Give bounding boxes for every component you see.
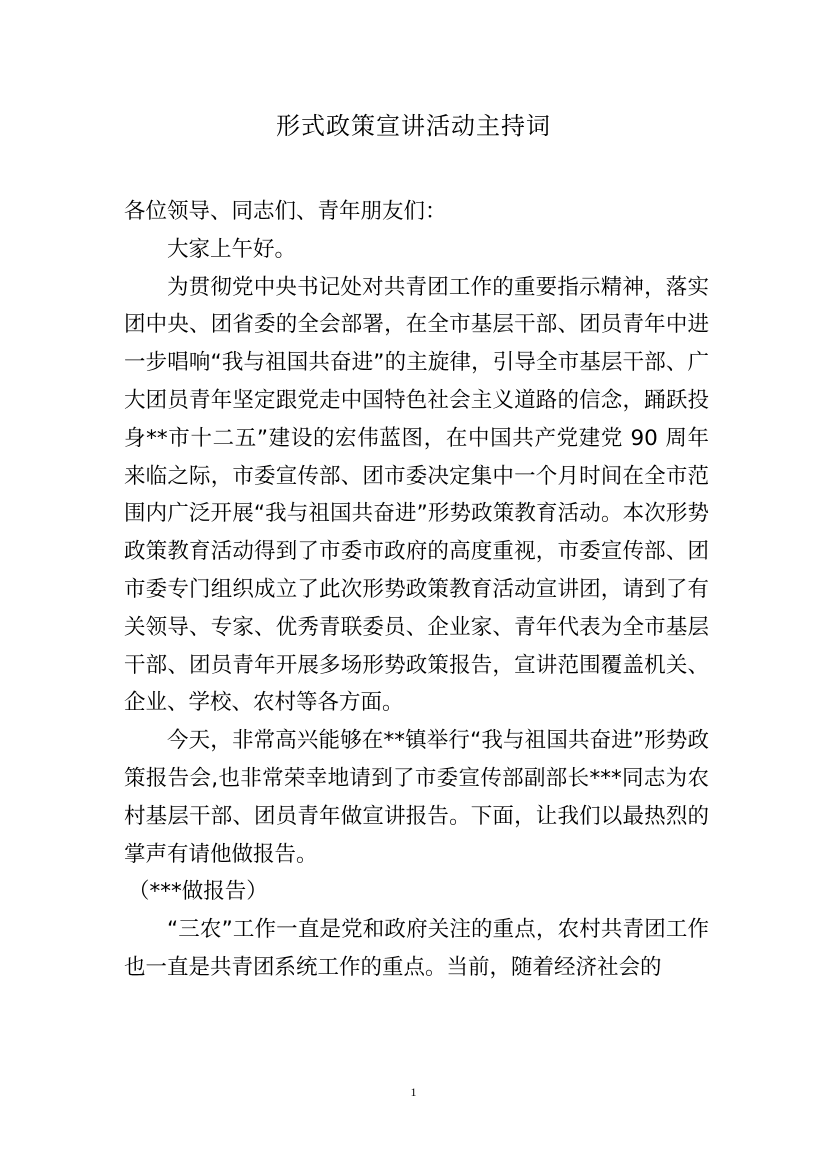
paragraph-background: 为贯彻党中央书记处对共青团工作的重要指示精神，落实团中央、团省委的全会部署，在全市基层干部、团员青年中进一步唱响“我与祖国共奋进”的主旋律，引导全市基层干部、广大团员青年坚定跟党走中国特色社会主义道路的信念，踊跃投身**市十二五”建设的宏伟蓝图，在中国共产党建党 90 周年来临之际，市委宣传部、团市委决定集中一个月时间在全市范围内广泛开展“我与祖国共奋进”形势政策教育活动。本次形势政策教育活动得到了市委市政府的高度重视，市委宣传部、团市委专门组织成立了此次形势政策教育活动宣讲团，请到了有关领导、专家、优秀青联委员、企业家、青年代表为全市基层干部、团员青年开展多场形势政策报告，宣讲范围覆盖机关、企业、学校、农村等各方面。 [124, 274, 709, 716]
paragraph-greeting: 大家上午好。 [167, 236, 297, 262]
document-title: 形式政策宣讲活动主持词 [276, 112, 551, 140]
document-body [124, 193, 709, 987]
stage-note: （***做报告） [128, 879, 268, 905]
page-number: 1 [410, 1085, 417, 1099]
salutation: 各位领导、同志们、青年朋友们： [124, 199, 447, 224]
paragraph-closing: “三农”工作一直是党和政府关注的重点，农村共青团工作也一直是共青团系统工作的重点。当前，随着经济社会的 [124, 917, 709, 980]
paragraph-introduction: 今天，非常高兴能够在**镇举行“我与祖国共奋进”形势政策报告会,也非常荣幸地请到了市委宣传部副部长***同志为农村基层干部、团员青年做宣讲报告。下面，让我们以最热烈的掌声有请他做报告。 [124, 728, 709, 867]
